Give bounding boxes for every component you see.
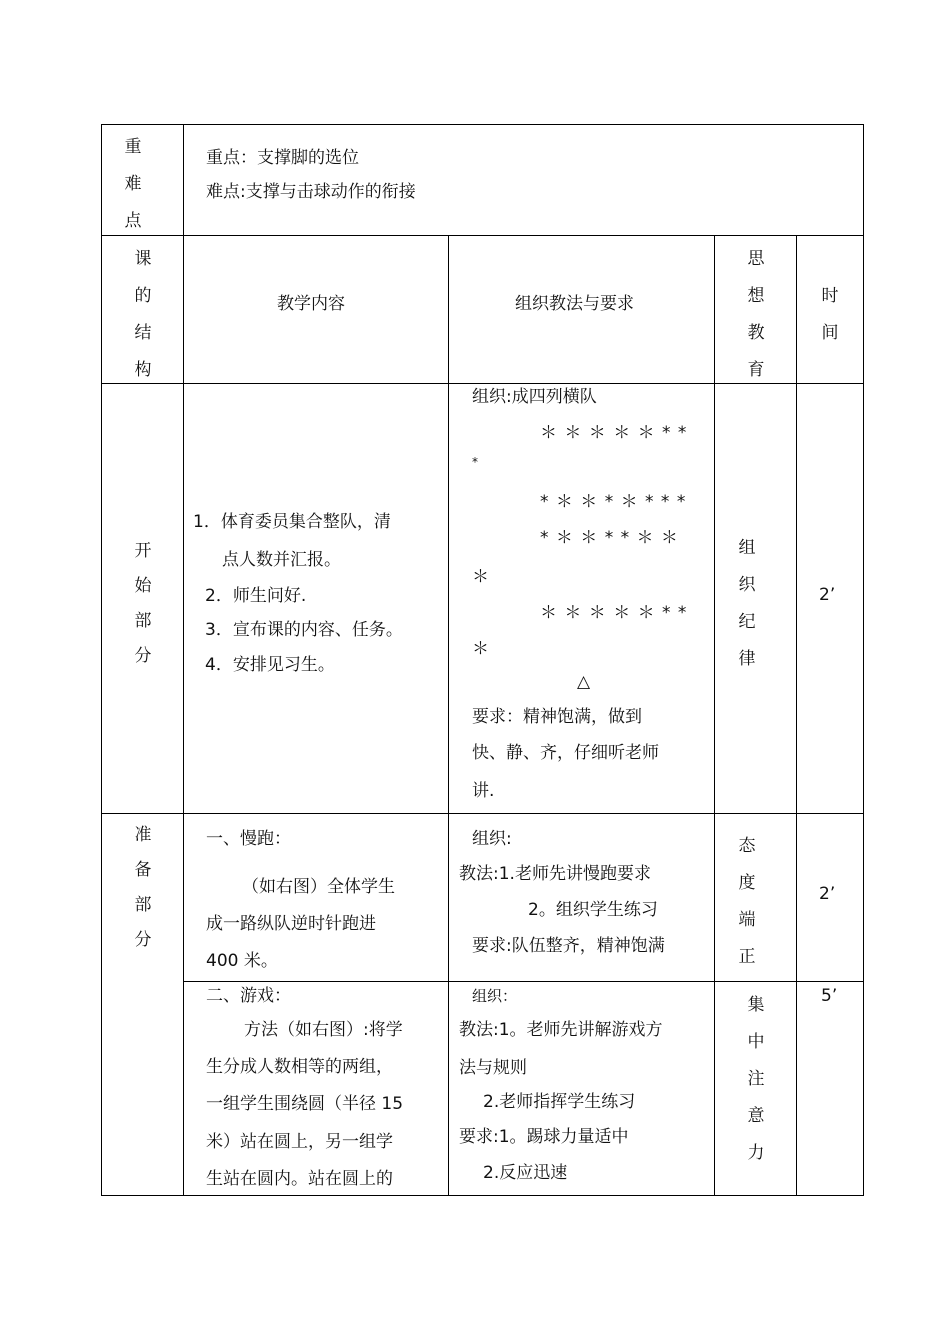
jog-method-line: 要求:队伍整齐，精神饱满	[472, 936, 665, 956]
jog-method-line: 组织:	[472, 829, 512, 849]
jog-content-line: 一、慢跑：	[206, 829, 291, 849]
game-method-line: 2.老师指挥学生练习	[483, 1092, 636, 1112]
ideology-header: 思 想 教 育	[747, 249, 765, 380]
game-method-line: 法与规则	[459, 1058, 527, 1078]
game-ideology: 集 中 注 意 力	[747, 995, 765, 1163]
start-requirement-line: 讲.	[472, 781, 495, 801]
game-method-line: 组织：	[472, 987, 518, 1005]
table-border-bottom	[101, 1195, 864, 1196]
start-content-line: 2．师生问好.	[205, 586, 307, 606]
start-requirement-line: 快、静、齐，仔细听老师	[472, 743, 659, 763]
content-header: 教学内容	[277, 294, 345, 314]
start-content-line: 4．安排见习生。	[205, 655, 335, 675]
game-method-line: 教法:1。老师先讲解游戏方	[459, 1020, 663, 1040]
game-content-line: 生站在圆内。站在圆上的	[206, 1169, 393, 1189]
jog-content-line: 成一路纵队逆时针跑进	[206, 914, 376, 934]
row-divider	[101, 235, 864, 236]
jog-method-line: 2。组织学生练习	[528, 900, 658, 920]
formation-row: ＊ ＊ ＊ ＊ ＊ * *	[540, 423, 688, 443]
formation-row: ＊ ＊ ＊ ＊ ＊ * *	[540, 603, 688, 623]
game-method-line: 2.反应迅速	[483, 1163, 568, 1183]
game-content-line: 米）站在圆上，另一组学	[206, 1132, 393, 1152]
formation-row: * ＊ ＊ * * ＊ ＊	[540, 528, 679, 548]
jog-content-line: （如右图）全体学生	[242, 877, 395, 897]
start-requirement-line: 要求：精神饱满，做到	[472, 707, 642, 727]
game-content-line: 生分成人数相等的两组，	[206, 1057, 393, 1077]
table-border-top	[101, 124, 864, 125]
difficulty-text: 难点:支撑与击球动作的衔接	[206, 182, 416, 202]
focus-text: 重点：支撑脚的选位	[206, 148, 359, 168]
jog-ideology: 态 度 端 正	[738, 836, 756, 967]
game-method-line: 要求:1。踢球力量适中	[459, 1127, 629, 1147]
start-section-label: 开 始 部 分	[134, 541, 152, 666]
time-header: 时 间	[821, 286, 839, 343]
start-content-line: 点人数并汇报。	[222, 550, 341, 570]
organization-title: 组织:成四列横队	[472, 387, 597, 407]
formation-row: *	[472, 455, 479, 469]
game-content-line: 一组学生围绕圆（半径 15	[206, 1094, 404, 1114]
teacher-position-icon: △	[577, 672, 591, 692]
col-divider	[183, 124, 184, 1196]
method-header: 组织教法与要求	[515, 294, 634, 314]
start-time: 2’	[819, 585, 836, 605]
jog-time: 2’	[819, 884, 836, 904]
row-divider	[101, 813, 864, 814]
formation-row: ＊	[472, 567, 490, 587]
key-points-label: 重 难 点	[124, 137, 142, 231]
table-border-left	[101, 124, 102, 1196]
jog-method-line: 教法:1.老师先讲慢跑要求	[459, 864, 651, 884]
structure-header: 课 的 结 构	[134, 249, 152, 380]
col-divider	[714, 235, 715, 1196]
start-content-line: 1．体育委员集合整队，清	[193, 512, 391, 532]
game-time: 5’	[821, 986, 838, 1006]
start-ideology: 组 织 纪 律	[738, 538, 756, 669]
prep-section-label: 准 备 部 分	[134, 825, 152, 950]
table-border-right	[863, 124, 864, 1196]
formation-row: * ＊ ＊ * ＊ * * *	[540, 492, 687, 512]
start-content-line: 3．宣布课的内容、任务。	[205, 620, 403, 640]
row-divider	[183, 981, 864, 982]
formation-row: ＊	[472, 639, 490, 659]
col-divider	[448, 235, 449, 1196]
jog-content-line: 400 米。	[206, 951, 278, 971]
game-content-line: 方法（如右图）:将学	[244, 1020, 403, 1040]
game-content-line: 二、游戏：	[206, 986, 291, 1006]
col-divider	[796, 235, 797, 1196]
